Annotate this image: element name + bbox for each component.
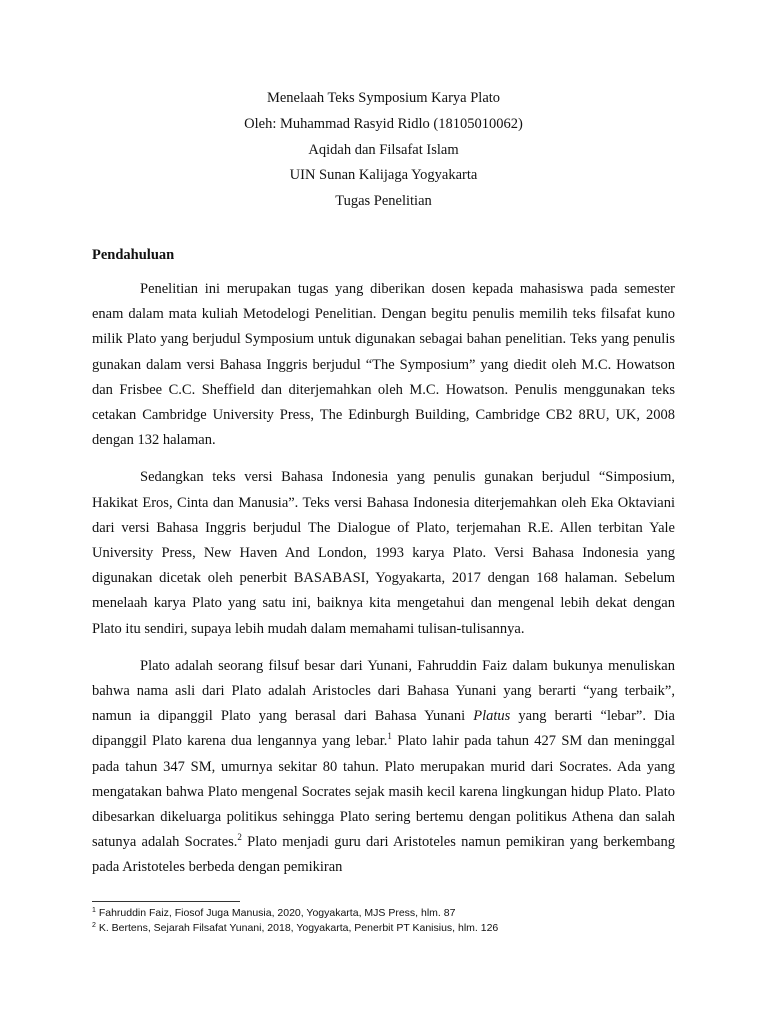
footnote-marker: 1 bbox=[92, 907, 96, 914]
author-line: Oleh: Muhammad Rasyid Ridlo (18105010062) bbox=[244, 115, 523, 132]
footnote-text: Fahruddin Faiz, Fiosof Juga Manusia, 2020, Yogyakarta, MJS Press, hlm. 87 bbox=[95, 907, 456, 919]
paragraph-3-text: Plato adalah seorang filsuf besar dari Yunani, Fahruddin Faiz dalam bukunya menuliskan bahwa nama asli dari Plato adalah Aristocles dari Bahasa Yunani yang berarti “yang terbaik”, namun ia dipanggil Plato yang berasal dari Bahasa Yunani bbox=[92, 657, 675, 725]
paragraph-3 bbox=[92, 654, 675, 881]
footnote-ref[interactable]: 2 bbox=[237, 832, 242, 843]
paragraph-3-text: yang berarti “lebar”. Dia dipanggil Plato karena dua lengannya yang lebar. bbox=[92, 708, 675, 750]
paragraph-2: Sedangkan teks versi Bahasa Indonesia yang penulis gunakan berjudul “Simposium, Hakikat Eros, Cinta dan Manusia”. Teks versi Bahasa Indonesia diterjemahkan oleh Eka Oktaviani dari versi Bahasa Inggris berjudul The Dialogue of Plato, terjemahan R.E. Allen terbitan Yale University Press, New Haven And London, 1993 karya Plato. Versi Bahasa Indonesia yang digunakan dicetak oleh penerbit BASABASI, Yogyakarta, 2017 dengan 168 halaman. Sebelum menelaah karya Plato yang satu ini, baiknya kita mengetahui dan mengenal lebih dekat dengan Plato itu sendiri, supaya lebih mudah dalam memahami tulisan-tulisannya. bbox=[92, 469, 675, 637]
footnote-separator bbox=[92, 901, 240, 902]
program-line: Aqidah dan Filsafat Islam bbox=[308, 141, 459, 158]
title-block bbox=[92, 86, 675, 215]
footnotes bbox=[92, 901, 675, 936]
section-heading: Pendahuluan bbox=[92, 247, 175, 263]
footnote-ref[interactable]: 1 bbox=[387, 731, 392, 742]
footnote-marker: 2 bbox=[92, 922, 96, 929]
assignment-line: Tugas Penelitian bbox=[335, 193, 432, 210]
italic-term: Platus bbox=[473, 708, 511, 725]
document-title: Menelaah Teks Symposium Karya Plato bbox=[266, 90, 501, 106]
footnote-text: K. Bertens, Sejarah Filsafat Yunani, 2018, Yogyakarta, Penerbit PT Kanisius, hlm. 126 bbox=[95, 922, 499, 934]
body-text bbox=[92, 277, 675, 881]
university-line: UIN Sunan Kalijaga Yogyakarta bbox=[289, 167, 478, 184]
paragraph-3-text: Plato lahir pada tahun 427 SM dan meninggal pada tahun 347 SM, umurnya sekitar 80 tahun. Plato merupakan murid dari Socrates. Ada yang mengatakan bahwa Plato mengenal Socrates sejak masih kecil karena lingkungan hidup Plato. Plato dibesarkan dikeluarga politikus sehingga Plato sering bertemu dengan politikus Athena dan salah satunya adalah Socrates. bbox=[92, 733, 675, 851]
paragraph-3-text: Plato menjadi guru dari Aristoteles namun pemikiran yang berkembang pada Aristoteles berbeda dengan pemikiran bbox=[92, 834, 675, 876]
footnote-1 bbox=[92, 906, 675, 921]
paragraph-1: Penelitian ini merupakan tugas yang diberikan dosen kepada mahasiswa pada semester enam dalam mata kuliah Metodelogi Penelitian. Dengan begitu penulis memilih teks filsafat kuno milik Plato yang berjudul Symposium untuk digunakan sebagai bahan penelitian. Teks yang penulis gunakan dalam versi Bahasa Inggris berjudul “The Symposium” yang diedit oleh M.C. Howatson dan Frisbee C.C. Sheffield dan diterjemahkan oleh M.C. Howatson. Penulis menggunakan teks cetakan Cambridge University Press, The Edinburgh Building, Cambridge CB2 8RU, UK, 2008 dengan 132 halaman. bbox=[92, 281, 675, 449]
footnote-2 bbox=[92, 921, 675, 936]
